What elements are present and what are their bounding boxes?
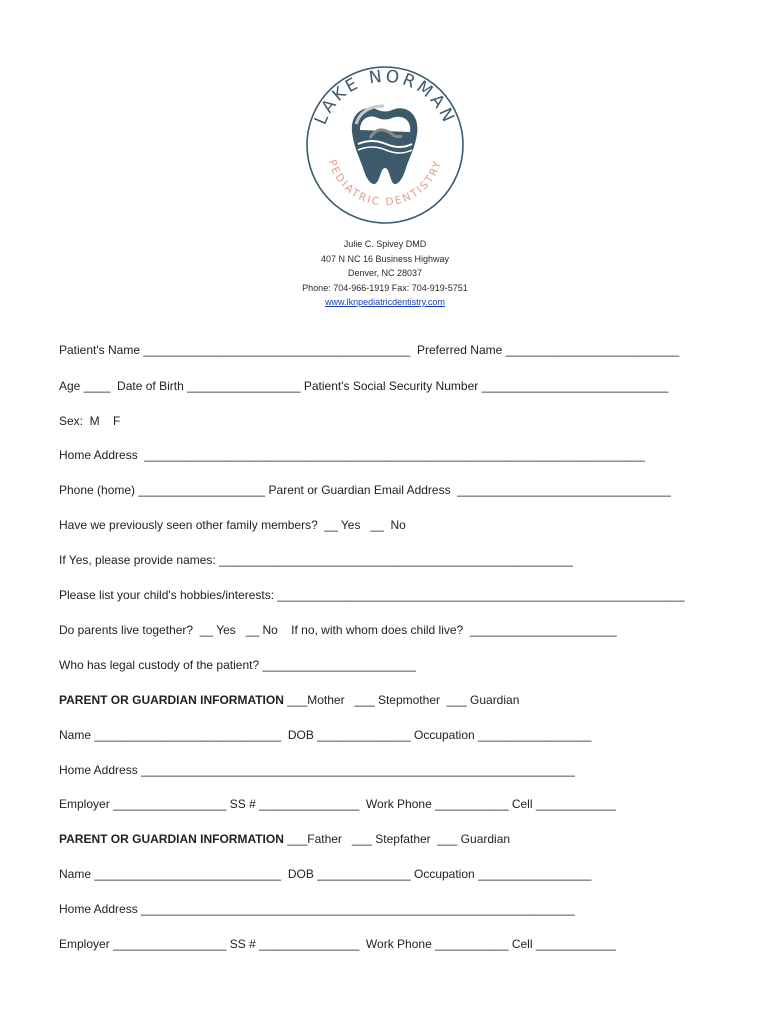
- parent2-name-dob-occupation[interactable]: Name ____________________________ DOB ______________ Occupation _________________: [59, 867, 592, 881]
- parent1-name-dob-occupation[interactable]: Name ____________________________ DOB ______________ Occupation _________________: [59, 728, 592, 742]
- tooth-icon: [352, 106, 418, 184]
- practice-info: [0, 237, 770, 310]
- parents-together-field[interactable]: Do parents live together? __ Yes __ No If no, with whom does child live? ______________________: [59, 623, 617, 637]
- parent1-section-header: [59, 693, 519, 707]
- parent2-home-address[interactable]: Home Address _________________________________________________________________: [59, 902, 575, 916]
- website-link[interactable]: www.lknpediatricdentistry.com: [325, 297, 445, 307]
- phone-email-field[interactable]: Phone (home) ___________________ Parent or Guardian Email Address ________________________________: [59, 483, 671, 497]
- street-address: 407 N NC 16 Business Highway: [320, 253, 450, 264]
- patient-name-field[interactable]: Patient's Name ________________________________________ Preferred Name __________________________: [59, 343, 680, 357]
- phone-fax: Phone: 704-966-1919 Fax: 704-919-5751: [302, 282, 468, 293]
- home-address-field[interactable]: Home Address ___________________________________________________________________________: [59, 448, 645, 462]
- parent2-heading: PARENT OR GUARDIAN INFORMATION: [59, 832, 284, 846]
- logo-name-bottom: PEDIATRIC DENTISTRY: [325, 158, 445, 209]
- city-state-zip: Denver, NC 28037: [347, 268, 423, 278]
- parent1-relationship-options[interactable]: ___Mother ___ Stepmother ___ Guardian: [283, 693, 520, 707]
- doctor-name: Julie C. Spivey DMD: [343, 239, 427, 249]
- parent2-employer-ss-phone[interactable]: Employer _________________ SS # _______________ Work Phone ___________ Cell ____________: [59, 937, 616, 951]
- parent2-section-header: [59, 832, 510, 846]
- hobbies-field[interactable]: Please list your child's hobbies/interests: _____________________________________________________________: [59, 588, 685, 602]
- practice-logo: [300, 60, 470, 230]
- legal-custody-field[interactable]: Who has legal custody of the patient? _______________________: [59, 658, 416, 672]
- parent2-relationship-options[interactable]: ___Father ___ Stepfather ___ Guardian: [283, 832, 511, 846]
- parent1-heading: PARENT OR GUARDIAN INFORMATION: [59, 693, 284, 707]
- family-names-field[interactable]: If Yes, please provide names: _____________________________________________________: [59, 553, 573, 567]
- sex-field[interactable]: Sex: M F: [59, 414, 121, 428]
- parent1-home-address[interactable]: Home Address _________________________________________________________________: [59, 763, 575, 777]
- parent1-employer-ss-phone[interactable]: Employer _________________ SS # _______________ Work Phone ___________ Cell ____________: [59, 797, 616, 811]
- family-members-question[interactable]: Have we previously seen other family members? __ Yes __ No: [59, 518, 406, 532]
- logo-name-top: LAKE NORMAN: [310, 66, 460, 128]
- age-dob-ssn-field[interactable]: Age ____ Date of Birth _________________ Patient's Social Security Number ____________________________: [59, 379, 669, 393]
